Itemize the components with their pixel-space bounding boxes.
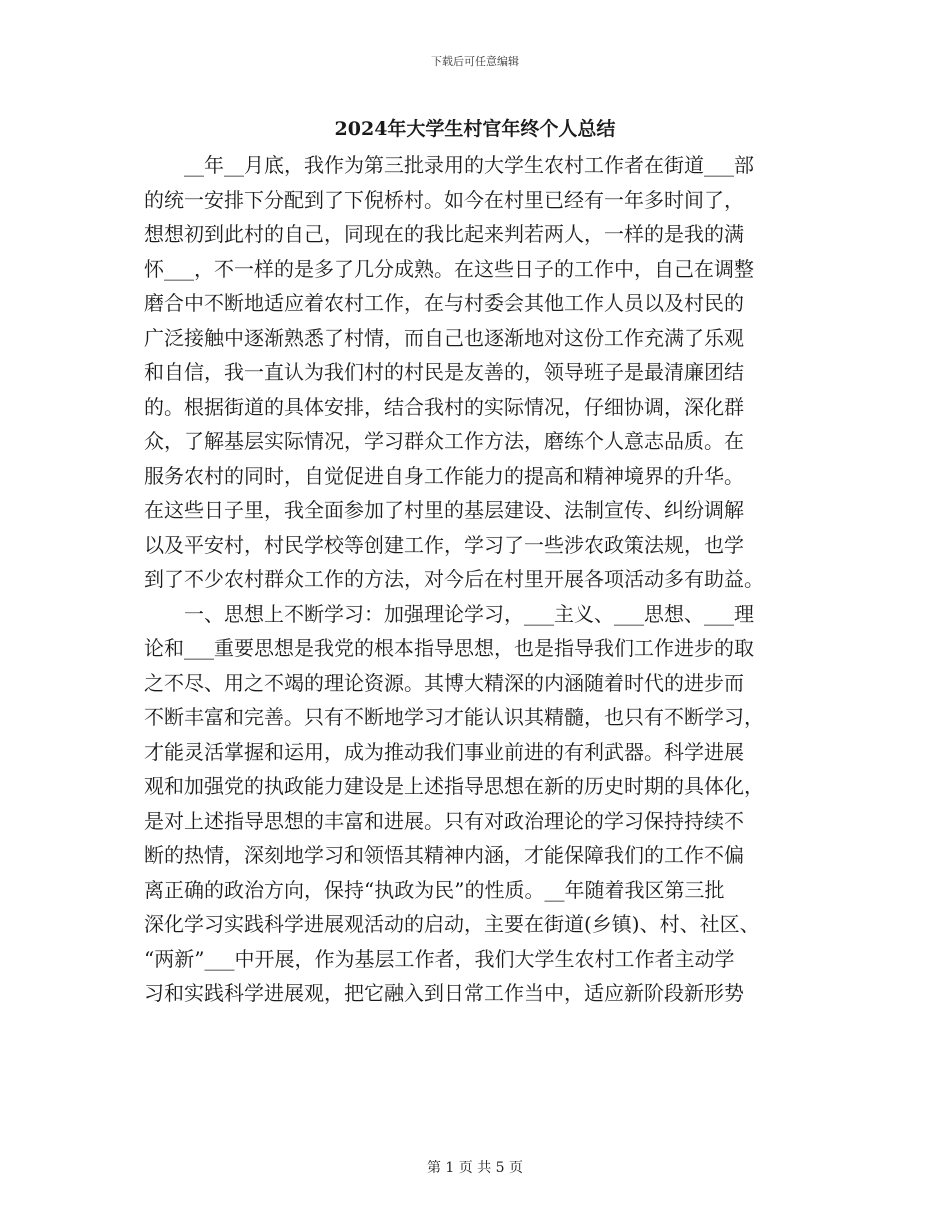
document-title: 2024年大学生村官年终个人总结 xyxy=(334,118,616,140)
body-line: 众，了解基层实际情况，学习群众工作方法，磨练个人意志品质。在 xyxy=(144,429,744,453)
body-line: 离正确的政治方向，保持“执政为民”的性质。__年随着我区第三批 xyxy=(144,877,725,902)
body-line: 断的热情，深刻地学习和领悟其精神内涵，才能保障我们的工作不偏 xyxy=(144,843,744,867)
body-line: 服务农村的同时，自觉促进自身工作能力的提高和精神境界的升华。 xyxy=(144,463,744,488)
body-line: 不断丰富和完善。只有不断地学习才能认识其精髓，也只有不断学习， xyxy=(144,705,764,729)
body-line: 怀___，不一样的是多了几分成熟。在这些日子的工作中，自己在调整 xyxy=(144,256,754,281)
body-line: 一、思想上不断学习：加强理论学习，___主义、___思想、___理 xyxy=(184,601,754,626)
body-line: “两新”___中开展，作为基层工作者，我们大学生农村工作者主动学 xyxy=(144,946,735,971)
body-line: 观和加强党的执政能力建设是上述指导思想在新的历史时期的具体化， xyxy=(144,774,764,798)
body-line: 的统一安排下分配到了下倪桥村。如今在村里已经有一年多时间了， xyxy=(144,187,744,212)
body-line: 是对上述指导思想的丰富和进展。只有对政治理论的学习保持持续不 xyxy=(144,808,744,833)
body-line: 才能灵活掌握和运用，成为推动我们事业前进的有利武器。科学进展 xyxy=(144,739,744,764)
document-body xyxy=(144,148,812,1011)
body-line: 到了不少农村群众工作的方法，对今后在村里开展各项活动多有助益。 xyxy=(144,567,764,591)
page-number: 第 1 页 共 5 页 xyxy=(426,1160,524,1176)
body-line: 和自信，我一直认为我们村的村民是友善的，领导班子是最清廉团结 xyxy=(144,360,744,384)
body-line: 以及平安村，村民学校等创建工作，学习了一些涉农政策法规，也学 xyxy=(144,532,744,557)
body-line: 的。根据街道的具体安排，结合我村的实际情况，仔细协调，深化群 xyxy=(144,394,744,419)
body-line: 在这些日子里，我全面参加了村里的基层建设、法制宣传、纠纷调解 xyxy=(144,498,744,522)
body-line: 磨合中不断地适应着农村工作，在与村委会其他工作人员以及村民的 xyxy=(144,291,744,315)
body-line: 深化学习实践科学进展观活动的启动，主要在街道(乡镇)、村、社区、 xyxy=(144,912,760,936)
page-header-note: 下载后可任意编辑 xyxy=(431,55,519,68)
body-line: 论和___重要思想是我党的根本指导思想，也是指导我们工作进步的取 xyxy=(144,636,754,660)
body-line: 之不尽、用之不竭的理论资源。其博大精深的内涵随着时代的进步而 xyxy=(144,670,744,695)
body-line: 想想初到此村的自己，同现在的我比起来判若两人，一样的是我的满 xyxy=(144,222,744,246)
body-line: 习和实践科学进展观，把它融入到日常工作当中，适应新阶段新形势 xyxy=(144,981,744,1005)
body-line: 广泛接触中逐渐熟悉了村情，而自己也逐渐地对这份工作充满了乐观 xyxy=(144,325,744,350)
body-line: __年__月底，我作为第三批录用的大学生农村工作者在街道___部 xyxy=(184,153,754,177)
